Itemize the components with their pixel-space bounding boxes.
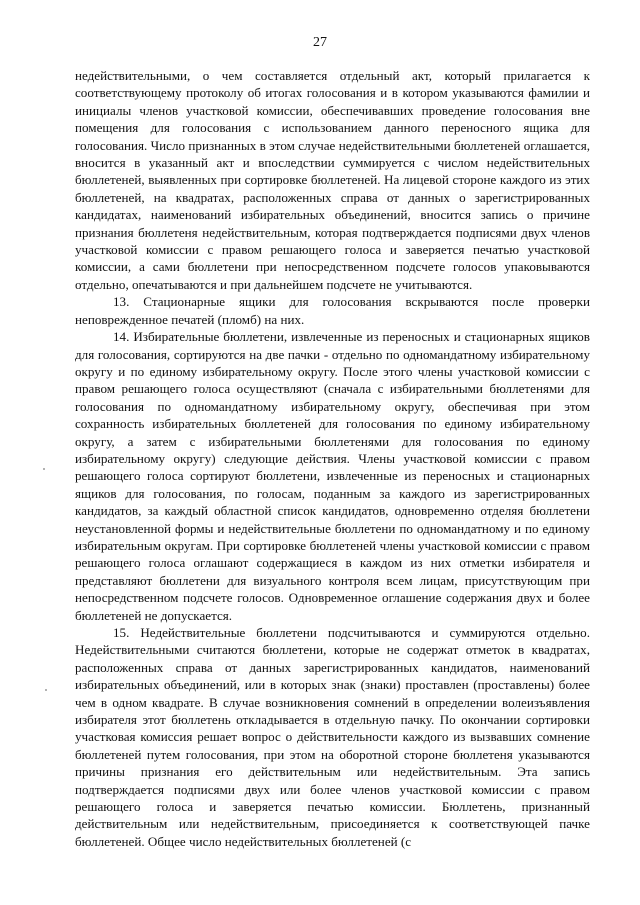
paragraph-15: 15. Недействительные бюллетени подсчитываются и суммируются отдельно. Недействительными считаются бюллетени, которые не содержат отметок в квадратах, расположенных справа от данных зарегистрированных кандидатов, наименований избирательных объединений, или в которых знак (знаки) проставлен (проставлены) более чем в одном квадрате. В случае возникновения сомнений в определении волеизъявления избирателя этот бюллетень откладывается в отдельную пачку. По окончании сортировки участковая комиссия решает вопрос о действительности каждого из вызвавших сомнение бюллетеней путем голосования, при этом на оборотной стороне бюллетеня указываются причины признания его действительным или недействительным. Эта запись подтверждается подписями двух или более членов участковой комиссии с правом решающего голоса и заверяется печатью комиссии. Бюллетень, признанный действительным или недействительным, присоединяется к соответствующей пачке бюллетеней. Общее число недействительных бюллетеней (с [75, 625, 590, 849]
page-number: 27 [313, 35, 327, 50]
scan-speck-left-top [43, 468, 45, 470]
paragraph-14: 14. Избирательные бюллетени, извлеченные из переносных и стационарных ящиков для голосования, сортируются на две пачки - отдельно по одномандатному избирательному округу и по единому избирательному округу. После этого члены участковой комиссии с правом решающего голоса осуществляют (сначала с избирательными бюллетенями для голосования по одномандатному избирательному округу, обеспечивая при этом сохранность избирательных бюллетеней для голосования по единому избирательному округу, а затем с избирательными бюллетенями для голосования по единому избирательному округу) следующие действия. Члены участковой комиссии с правом решающего голоса сортируют бюллетени, извлеченные из переносных и стационарных ящиков для голосования, по голосам, поданным за каждого из зарегистрированных кандидатов, за каждый областной список кандидатов, одновременно отделяя бюллетени неустановленной формы и недействительные бюллетени по одномандатному и по единому избирательным округам. При сортировке бюллетеней члены участковой комиссии с правом решающего голоса оглашают содержащиеся в каждом из них отметки избирателя и представляют бюллетени для визуального контроля всем лицам, присутствующим при непосредственном подсчете голосов. Одновременное оглашение содержания двух и более бюллетеней не допускается. [75, 329, 590, 623]
document-body [75, 67, 590, 850]
paragraph-continuation: недействительными, о чем составляется отдельный акт, который прилагается к соответствующему протоколу об итогах голосования и в котором указываются фамилии и инициалы членов участковой комиссии, обеспечивавших проведение голосования вне помещения для голосования с использованием данного переносного ящика для голосования. Число признанных в этом случае недействительными бюллетеней оглашается, вносится в указанный акт и впоследствии суммируется с числом недействительных бюллетеней, выявленных при сортировке бюллетеней. На лицевой стороне каждого из этих бюллетеней, на квадратах, расположенных справа от данных о зарегистрированных кандидатах, наименований избирательных объединений, вносится запись о причине признания бюллетеня недействительным, которая подтверждается подписями двух членов участковой комиссии с правом решающего голоса и заверяется печатью участковой комиссии, а сами бюллетени при непосредственном подсчете голосов упаковываются отдельно, опечатываются и при дальнейшем подсчете не учитываются. [75, 68, 590, 292]
scan-speck-left-bottom [45, 689, 47, 691]
paragraph-13: 13. Стационарные ящики для голосования вскрываются после проверки неповрежденное печатей (пломб) на них. [75, 294, 590, 327]
